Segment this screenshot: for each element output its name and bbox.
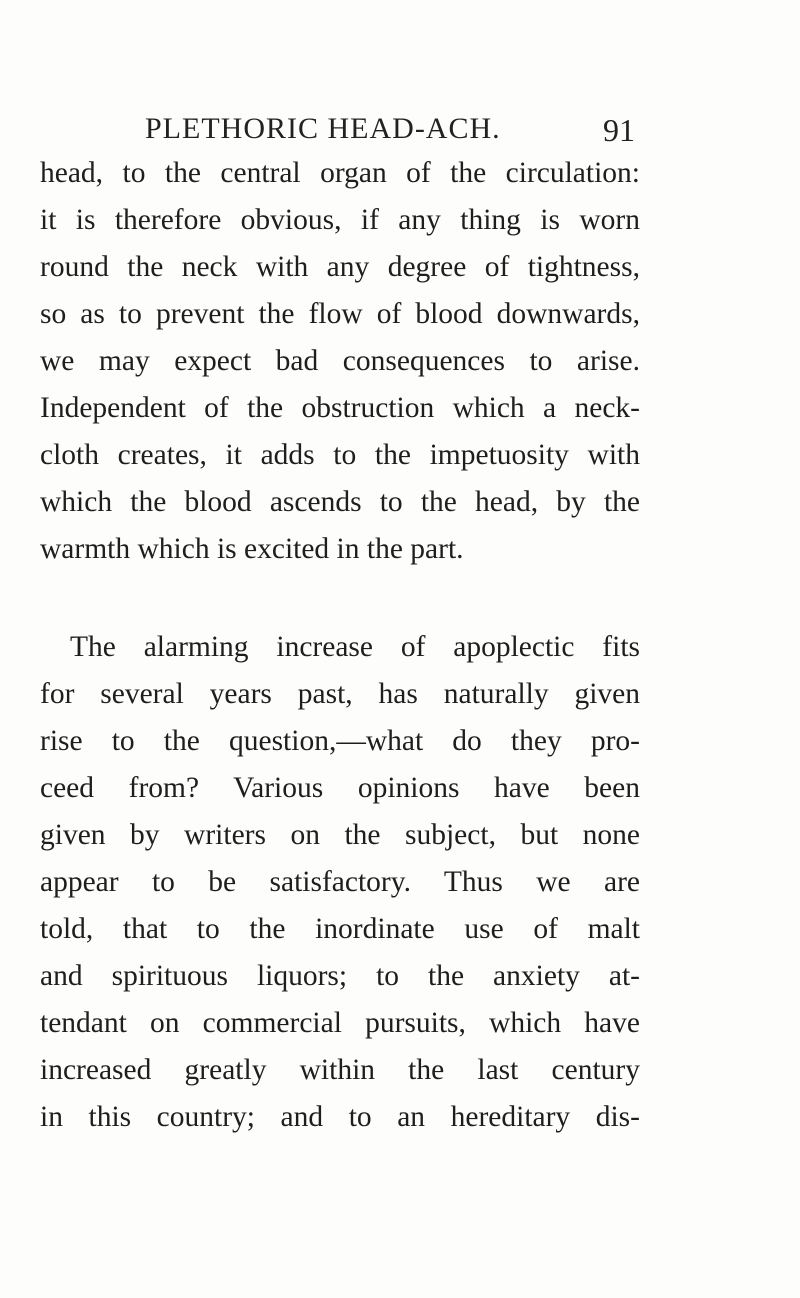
- running-head: PLETHORIC HEAD-ACH.: [145, 112, 501, 145]
- paragraph-gap: [40, 573, 640, 624]
- text-line: cloth creates, it adds to the impetuosity with: [40, 439, 640, 471]
- text-line: rise to the question,—what do they pro-: [40, 725, 640, 757]
- text-line: The alarming increase of apoplectic fits: [70, 631, 640, 663]
- text-line: it is therefore obvious, if any thing is worn: [40, 204, 640, 236]
- text-line: which the blood ascends to the head, by the: [40, 486, 640, 518]
- text-line: head, to the central organ of the circulation:: [40, 157, 640, 189]
- text-line: ceed from? Various opinions have been: [40, 772, 640, 804]
- text-line: Independent of the obstruction which a neck-: [40, 392, 640, 424]
- page-header: [145, 112, 635, 152]
- text-line: for several years past, has naturally given: [40, 678, 640, 710]
- text-line: tendant on commercial pursuits, which have: [40, 1007, 640, 1039]
- body-text: [40, 150, 640, 1141]
- text-line: appear to be satisfactory. Thus we are: [40, 866, 640, 898]
- text-line: told, that to the inordinate use of malt: [40, 913, 640, 945]
- text-line: round the neck with any degree of tightness,: [40, 251, 640, 283]
- text-line: we may expect bad consequences to arise.: [40, 345, 640, 377]
- text-line: and spirituous liquors; to the anxiety at-: [40, 960, 640, 992]
- page-number: 91: [603, 112, 635, 148]
- paragraph-1: [40, 150, 640, 573]
- text-line: in this country; and to an hereditary dis-: [40, 1101, 640, 1133]
- paragraph-2: [40, 624, 640, 1141]
- text-line: so as to prevent the flow of blood downwards,: [40, 298, 640, 330]
- text-line: given by writers on the subject, but none: [40, 819, 640, 851]
- text-line: warmth which is excited in the part.: [40, 533, 464, 565]
- text-line: increased greatly within the last century: [40, 1054, 640, 1086]
